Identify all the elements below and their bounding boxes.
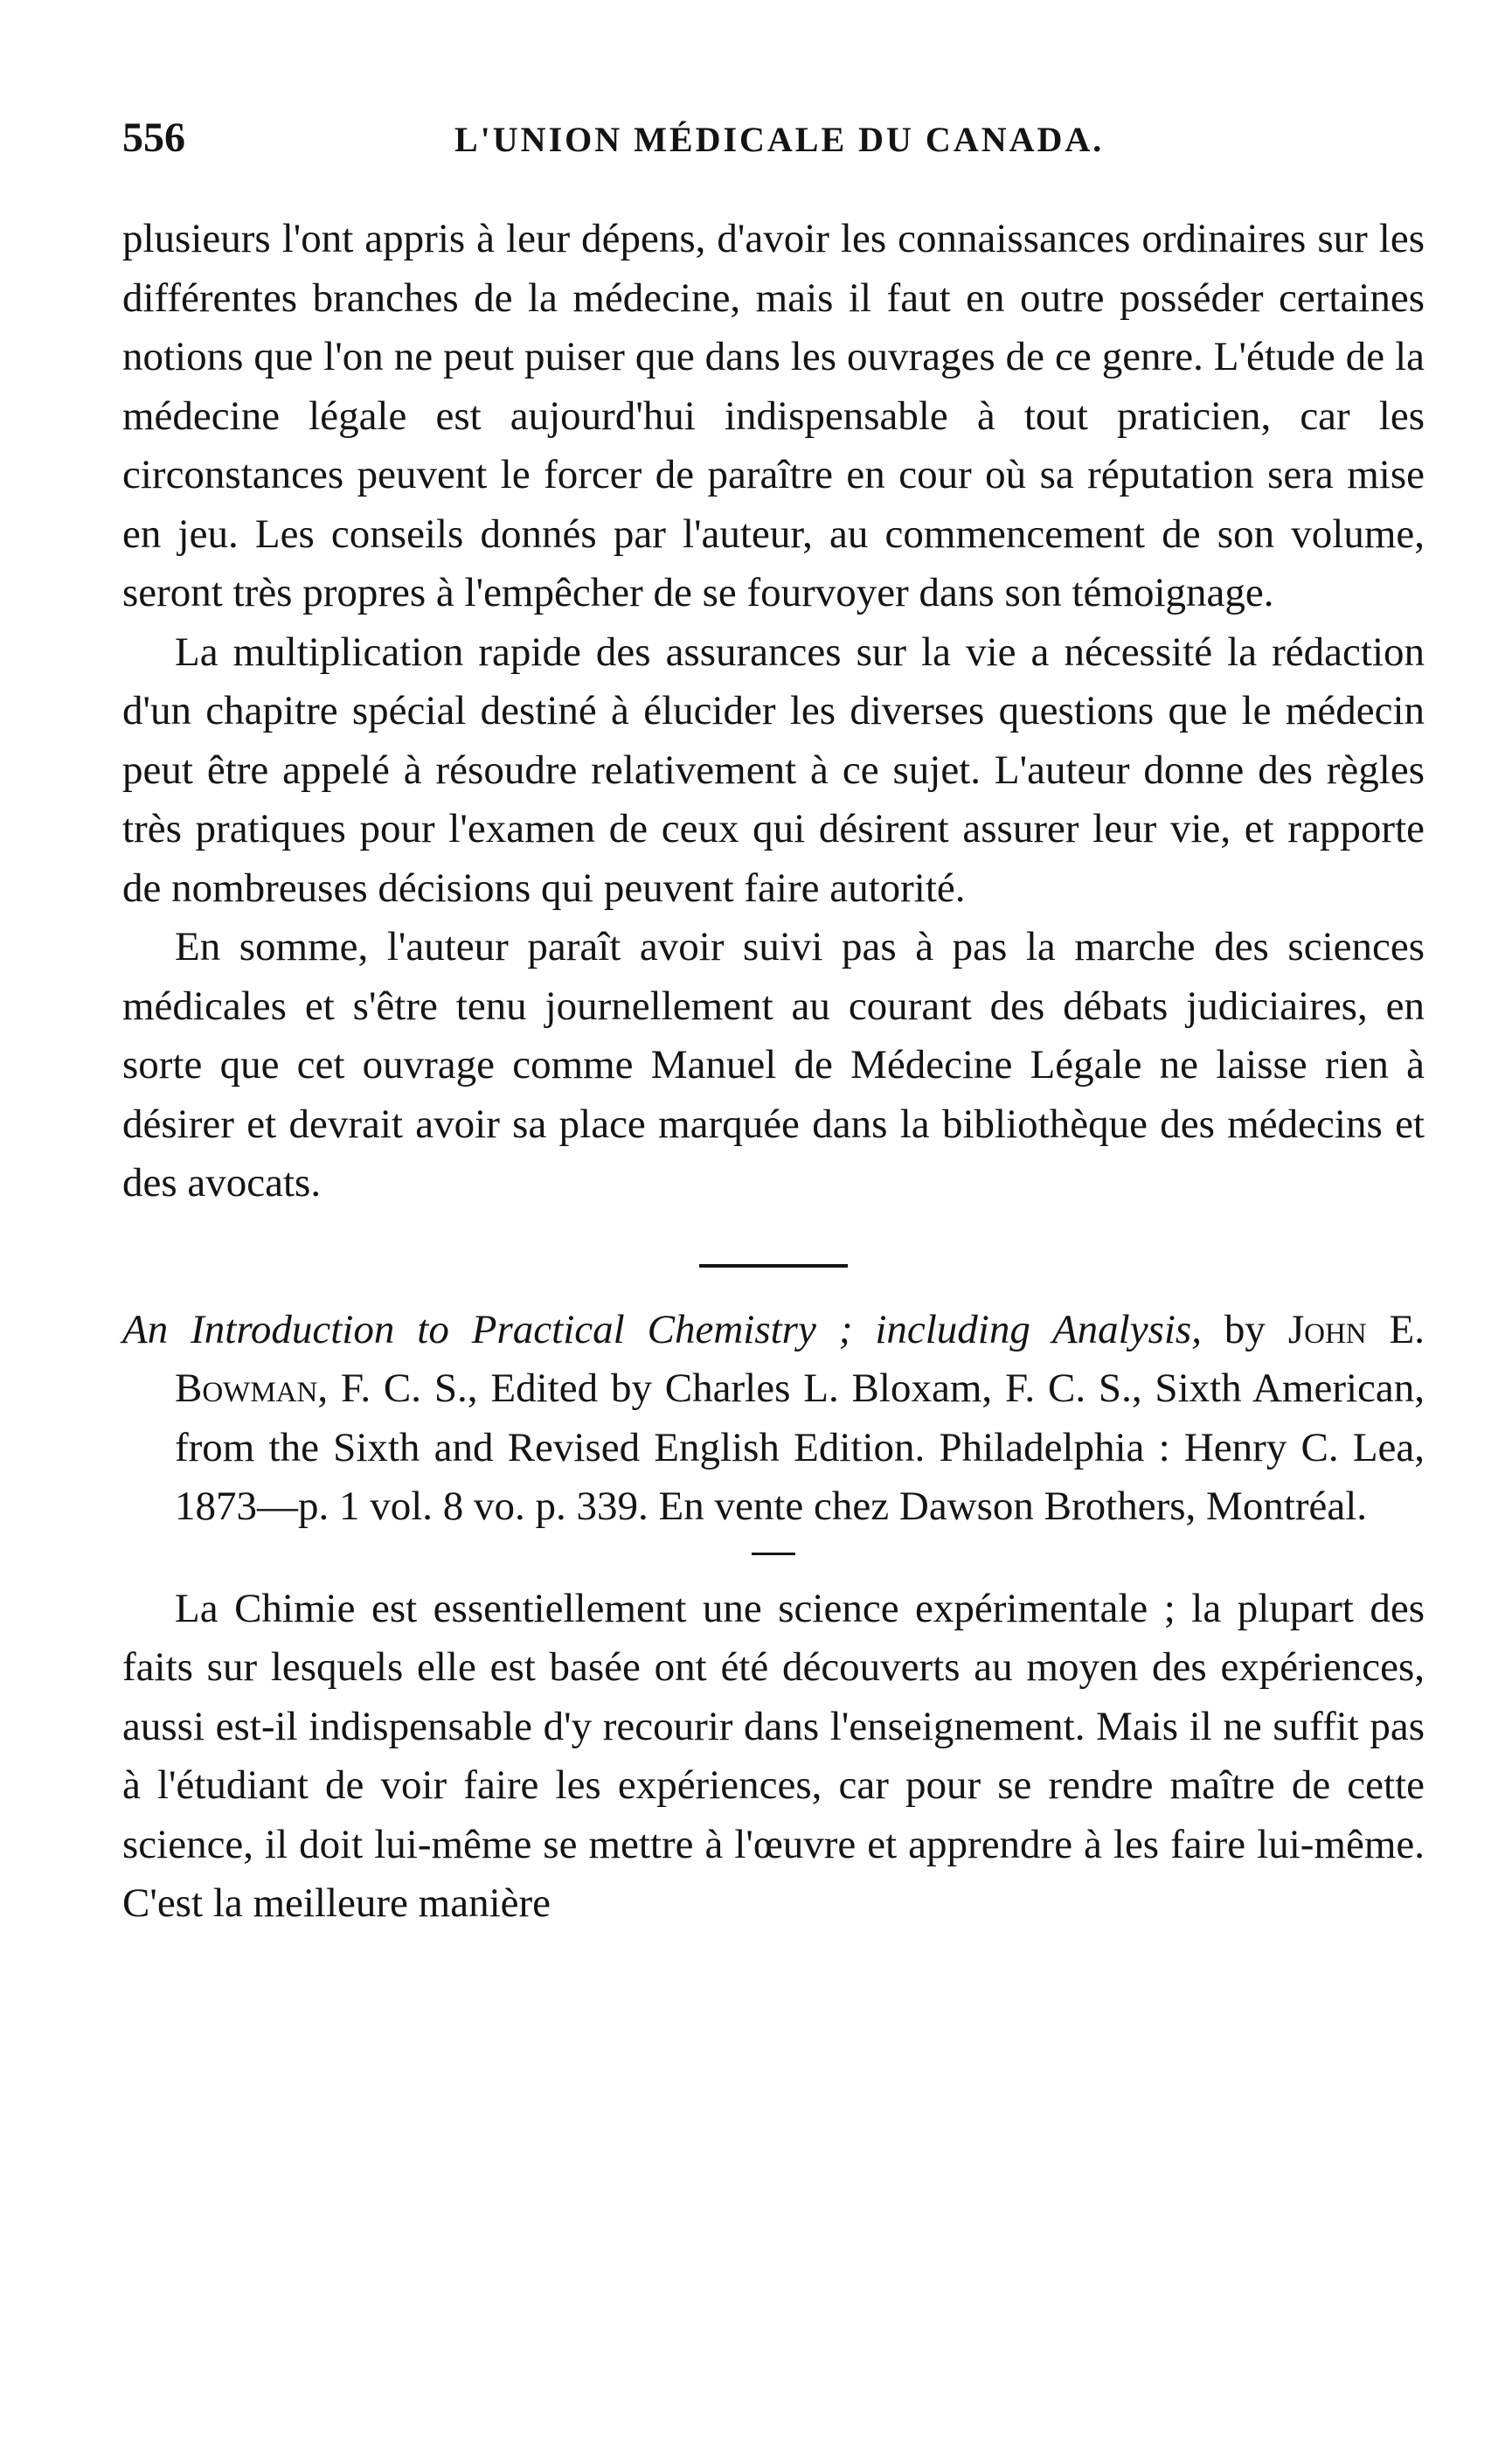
paragraph-continuation: plusieurs l'ont appris à leur dépens, d'avoir les connaissances ordinaires sur les différentes branches de la médecine, mais il faut en outre posséder certaines notions que l'on ne peut puiser que dans les ouvrages de ce genre. L'étude de la médecine légale est aujourd'hui indispensable à tout praticien, car les circonstances peuvent le forcer de paraître en cour où sa réputation sera mise en jeu. Les conseils donnés par l'auteur, au commencement de son volume, seront très propres à l'empêcher de se fourvoyer dans son témoignage. [122, 216, 1425, 615]
page-number: 556 [122, 115, 185, 161]
journal-title: L'UNION MÉDICALE DU CANADA. [454, 120, 1105, 159]
book-citation [122, 1301, 1425, 1537]
citation-details: Edited by Charles L. Bloxam, F. C. S., Sixth American, from the Sixth and Revised English Edition. Philadelphia : Henry C. Lea, 1873—p. 1 vol. 8 vo. p. 339. En vente chez Dawson Brothers, Montréal. [175, 1365, 1425, 1529]
document-page [122, 114, 1425, 1934]
section-divider [699, 1264, 848, 1268]
book-title: An Introduction to Practical Chemistry ; including Analysis, [122, 1306, 1202, 1352]
paragraph-insurance: La multiplication rapide des assurances sur la vie a nécessité la rédaction d'un chapitre spécial destiné à élucider les diverses questions que le médecin peut être appelé à résoudre relativement à ce sujet. L'auteur donne des règles très pratiques pour l'examen de ceux qui désirent assurer leur vie, et rapporte de nombreuses décisions qui peuvent faire autorité. [122, 629, 1425, 911]
book-author: John E. Bowman, F. C. S., [175, 1306, 1425, 1411]
citation-by: by [1201, 1306, 1288, 1352]
citation-divider [752, 1553, 795, 1555]
running-head [122, 114, 1425, 184]
paragraph-conclusion: En somme, l'auteur paraît avoir suivi pas à pas la marche des sciences médicales et s'être tenu journellement au courant des débats judiciaires, en sorte que cet ouvrage comme Manuel de Médecine Légale ne laisse rien à désirer et devrait avoir sa place marquée dans la bibliothèque des médecins et des avocats. [122, 924, 1425, 1206]
paragraph-chemistry: La Chimie est essentiellement une science expérimentale ; la plupart des faits sur lesquels elle est basée ont été découverts au moyen des expériences, aussi est-il indispensable d'y recourir dans l'enseignement. Mais il ne suffit pas à l'étudiant de voir faire les expériences, car pour se rendre maître de cette science, il doit lui-même se mettre à l'œuvre et apprendre à les faire lui-même. C'est la meilleure manière [122, 1585, 1425, 1926]
